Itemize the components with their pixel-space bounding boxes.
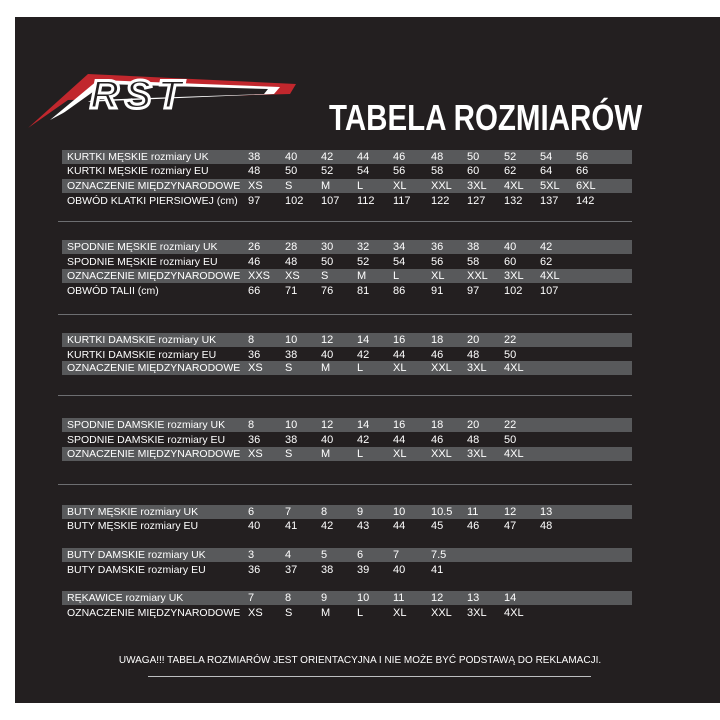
size-value: XS [285,270,300,282]
size-value: 48 [467,434,480,446]
size-value: 42 [540,241,553,253]
size-value: 4XL [504,362,524,374]
size-value: 14 [504,592,517,604]
size-value: 39 [357,564,370,576]
size-value: 54 [540,151,553,163]
size-value: 6 [248,506,255,518]
row-label: OBWÓD TALII (cm) [67,285,159,297]
size-value: 36 [248,349,261,361]
size-value: 40 [321,349,334,361]
size-value: 36 [248,434,261,446]
size-value: 66 [248,285,261,297]
size-value: 41 [285,520,298,532]
size-value: 12 [504,506,517,518]
size-value: 30 [321,241,334,253]
size-value: 37 [285,564,298,576]
size-value: 14 [357,334,370,346]
size-value: 48 [431,151,444,163]
size-value: 28 [285,241,298,253]
size-value: 45 [431,520,444,532]
row-label: KURTKI DAMSKIE rozmiary EU [67,349,217,361]
size-value: XXL [431,607,452,619]
size-value: S [285,362,293,374]
size-value: 20 [467,419,480,431]
size-value: 12 [321,419,334,431]
size-value: 58 [467,256,480,268]
size-row [62,194,632,208]
size-value: 52 [321,165,334,177]
size-value: XL [393,180,407,192]
size-value: 48 [248,165,261,177]
size-value: 42 [321,151,334,163]
size-value: 81 [357,285,370,297]
size-value: 36 [248,564,261,576]
size-value: S [321,270,329,282]
size-value: 13 [540,506,553,518]
size-value: 44 [393,349,406,361]
size-value: L [357,180,364,192]
size-value: 14 [357,419,370,431]
size-value: 8 [285,592,292,604]
size-value: S [285,180,293,192]
row-label: KURTKI DAMSKIE rozmiary UK [67,334,217,346]
size-value: 56 [576,151,589,163]
size-value: 46 [393,151,406,163]
size-value: 36 [431,241,444,253]
row-label: OZNACZENIE MIĘDZYNARODOWE [67,180,241,192]
size-row [62,150,632,164]
size-value: 3XL [467,448,487,460]
row-label: OBWÓD KLATKI PIERSIOWEJ (cm) [67,195,238,207]
size-value: 11 [467,506,479,518]
size-value: 4 [285,549,292,561]
size-row [62,548,632,562]
size-value: 76 [321,285,334,297]
size-row [62,563,632,577]
size-value: 7.5 [431,549,447,561]
size-value: L [393,270,400,282]
size-value: 44 [357,151,370,163]
size-value: 91 [431,285,444,297]
size-value: XXS [248,270,271,282]
row-label: BUTY DAMSKIE rozmiary UK [67,549,206,561]
size-value: 12 [431,592,444,604]
size-value: 10 [285,334,298,346]
size-value: 8 [321,506,328,518]
size-value: XS [248,362,263,374]
rst-logo [28,70,303,132]
size-value: 102 [504,285,523,297]
size-value: L [357,607,364,619]
section-divider [58,314,632,315]
size-value: XL [393,362,407,374]
size-value: 50 [285,165,298,177]
size-value: 11 [393,592,405,604]
size-value: 38 [285,349,298,361]
size-value: 6XL [576,180,596,192]
size-value: 42 [321,520,334,532]
size-row [62,179,632,193]
size-value: 44 [393,434,406,446]
size-value: XXL [431,448,452,460]
size-value: M [321,180,331,192]
row-label: OZNACZENIE MIĘDZYNARODOWE [67,362,241,374]
size-value: 132 [504,195,523,207]
size-value: 4XL [504,448,524,460]
size-value: XXL [467,270,488,282]
size-value: S [285,448,293,460]
size-value: 62 [540,256,553,268]
size-value: 54 [357,165,370,177]
size-value: 4XL [540,270,560,282]
size-value: 4XL [504,180,524,192]
size-value: M [357,270,367,282]
size-value: 18 [431,419,444,431]
size-value: 107 [321,195,340,207]
size-value: 10 [393,506,406,518]
section-divider [58,221,632,222]
size-row [62,505,632,519]
rst-logo-text: RST [90,73,188,117]
size-value: 3 [248,549,255,561]
size-value: 48 [467,349,480,361]
row-label: BUTY MĘSKIE rozmiary EU [67,520,199,532]
size-value: 50 [467,151,480,163]
size-value: 4XL [504,607,524,619]
size-value: 18 [431,334,444,346]
section-divider [58,484,632,485]
size-row [62,348,632,362]
size-value: XL [431,270,445,282]
size-value: S [285,607,293,619]
size-value: 40 [285,151,298,163]
size-value: 38 [467,241,480,253]
size-row [62,519,632,533]
size-value: 22 [504,334,517,346]
size-value: 47 [504,520,517,532]
size-value: 7 [248,592,255,604]
size-value: XS [248,448,263,460]
row-label: SPODNIE DAMSKIE rozmiary EU [67,434,226,446]
disclaimer-note: UWAGA!!! TABELA ROZMIARÓW JEST ORIENTACYJNA I NIE MOŻE BYĆ PODSTAWĄ DO REKLAMACJI. [118,655,602,666]
size-value: M [321,607,331,619]
size-value: 60 [467,165,480,177]
row-label: OZNACZENIE MIĘDZYNARODOWE [67,607,241,619]
size-value: 43 [357,520,370,532]
size-value: 5 [321,549,328,561]
size-value: 7 [285,506,292,518]
size-value: 97 [467,285,480,297]
size-value: 40 [321,434,334,446]
row-label: SPODNIE MĘSKIE rozmiary UK [67,241,218,253]
size-value: 54 [393,256,406,268]
size-value: 26 [248,241,261,253]
size-row [62,591,632,605]
size-value: 3XL [467,362,487,374]
size-value: 137 [540,195,559,207]
size-value: 46 [248,256,261,268]
size-row [62,433,632,447]
size-value: 10 [357,592,370,604]
row-label: BUTY DAMSKIE rozmiary EU [67,564,206,576]
row-label: RĘKAWICE rozmiary UK [67,592,184,604]
size-value: 50 [504,349,517,361]
size-value: 3XL [467,180,487,192]
size-row [62,284,632,298]
size-row [62,164,632,178]
size-value: 56 [393,165,406,177]
size-value: 58 [431,165,444,177]
size-value: XS [248,180,263,192]
size-value: 60 [504,256,517,268]
row-label: BUTY MĘSKIE rozmiary UK [67,506,199,518]
size-value: 46 [431,434,444,446]
size-value: 48 [540,520,553,532]
size-value: 6 [357,549,364,561]
size-value: 50 [321,256,334,268]
size-row [62,269,632,283]
size-value: XL [393,607,407,619]
size-value: 46 [431,349,444,361]
footer-underline [148,676,591,677]
row-label: OZNACZENIE MIĘDZYNARODOWE [67,270,241,282]
size-value: 34 [393,241,406,253]
row-label: OZNACZENIE MIĘDZYNARODOWE [67,448,241,460]
size-value: 66 [576,165,589,177]
size-value: L [357,448,364,460]
size-value: XL [393,448,407,460]
size-row [62,418,632,432]
size-value: 32 [357,241,370,253]
size-value: 22 [504,419,517,431]
size-value: 38 [285,434,298,446]
size-value: 42 [357,434,370,446]
size-value: 20 [467,334,480,346]
size-row [62,606,632,620]
size-value: 102 [285,195,304,207]
size-value: 38 [321,564,334,576]
size-value: 86 [393,285,406,297]
size-value: 16 [393,419,406,431]
size-value: 40 [504,241,517,253]
size-value: M [321,448,331,460]
size-row [62,240,632,254]
size-value: 56 [431,256,444,268]
size-value: 122 [431,195,450,207]
row-label: SPODNIE MĘSKIE rozmiary EU [67,256,218,268]
size-value: L [357,362,364,374]
size-value: 62 [504,165,517,177]
size-value: XS [248,607,263,619]
size-value: 12 [321,334,334,346]
size-value: 107 [540,285,559,297]
size-value: 13 [467,592,480,604]
size-value: 16 [393,334,406,346]
size-row [62,361,632,375]
size-value: 71 [285,285,298,297]
size-value: 112 [357,195,375,207]
size-value: 5XL [540,180,560,192]
size-value: 142 [576,195,595,207]
size-value: 10 [285,419,298,431]
size-value: 40 [248,520,261,532]
size-value: 127 [467,195,486,207]
size-value: 117 [393,195,411,207]
size-value: 10.5 [431,506,453,518]
size-value: 38 [248,151,261,163]
size-value: 8 [248,334,255,346]
size-value: 3XL [504,270,524,282]
size-value: M [321,362,331,374]
size-value: 7 [393,549,400,561]
size-value: 8 [248,419,255,431]
size-row [62,447,632,461]
size-value: 46 [467,520,480,532]
size-value: 40 [393,564,406,576]
size-value: 64 [540,165,553,177]
size-value: 41 [431,564,444,576]
size-row [62,255,632,269]
page-title: TABELA ROZMIARÓW [329,97,643,138]
size-value: 44 [393,520,406,532]
size-value: 9 [321,592,328,604]
row-label: KURTKI MĘSKIE rozmiary EU [67,165,209,177]
size-value: 52 [504,151,517,163]
size-row [62,333,632,347]
size-value: 52 [357,256,370,268]
size-value: 50 [504,434,517,446]
size-value: 48 [285,256,298,268]
size-value: XXL [431,362,452,374]
size-value: 3XL [467,607,487,619]
section-divider [58,395,632,396]
size-value: XXL [431,180,452,192]
row-label: SPODNIE DAMSKIE rozmiary UK [67,419,226,431]
size-value: 97 [248,195,261,207]
row-label: KURTKI MĘSKIE rozmiary UK [67,151,209,163]
size-value: 9 [357,506,364,518]
size-value: 42 [357,349,370,361]
